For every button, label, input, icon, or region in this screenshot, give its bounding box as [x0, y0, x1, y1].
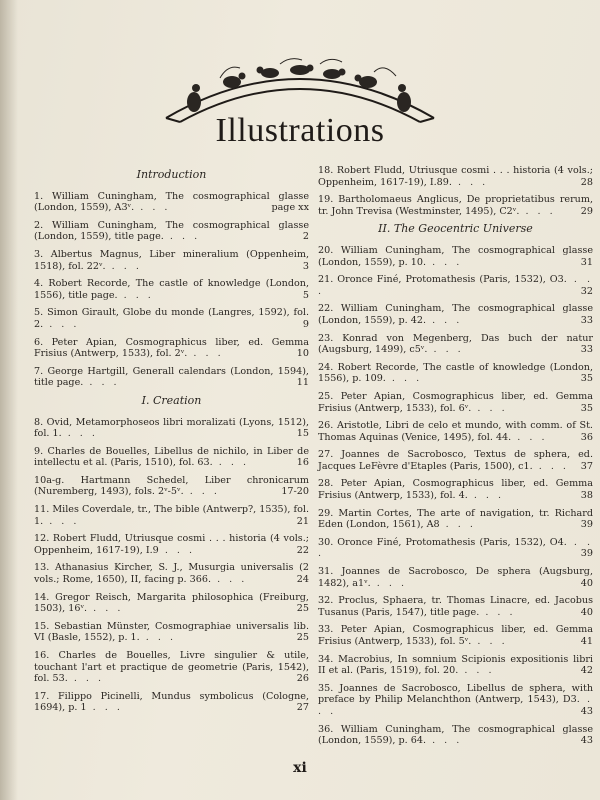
leader-dots: . . .: [426, 735, 463, 747]
entry-page-number: 25: [296, 603, 309, 615]
illustration-entry: [318, 537, 593, 560]
entry-text: 18. Robert Fludd, Utriusque cosmi . . . historia (4 vols.; Oppenheim, 1617-19), I.89.: [318, 165, 593, 188]
illustration-entry: [34, 366, 309, 389]
section-heading: Introduction: [136, 168, 207, 181]
leader-dots: . . .: [532, 460, 569, 472]
illustration-entry: [318, 449, 593, 472]
illustration-entry: [318, 654, 593, 677]
entry-page-number: 42: [580, 665, 593, 677]
entry-text: 20. William Cuningham, The cosmographical glasse (London, 1559), p. 10.: [318, 244, 593, 268]
leader-dots: . . .: [211, 574, 248, 586]
illustration-entry: [318, 478, 593, 501]
illustration-entry: [34, 446, 309, 469]
leader-dots: . . .: [86, 702, 123, 714]
entry-text: 17. Filippo Picinelli, Mundus symbolicus (Cologne, 1694), p. 1: [34, 690, 309, 714]
leader-dots: . . .: [467, 490, 505, 502]
illustration-entry: [318, 303, 593, 326]
entry-page-number: 40: [580, 577, 593, 589]
illustration-entry: [318, 245, 593, 268]
leader-dots: . . .: [183, 486, 220, 498]
leader-dots: . . .: [451, 176, 489, 188]
illustration-entry: [318, 420, 593, 443]
illustration-entry: [318, 683, 593, 718]
entry-text: 33. Peter Apian, Cosmographicus liber, ed. Gemma Frisius (Antwerp, 1533), fol. 5ᵛ.: [318, 624, 593, 647]
leader-dots: . . .: [67, 673, 105, 685]
leader-dots: . . .: [105, 260, 142, 272]
leader-dots: . . .: [87, 603, 124, 615]
entry-page-number: 40: [580, 606, 593, 618]
illustration-entry: [34, 650, 309, 685]
illustration-entry: [318, 274, 593, 297]
entry-page-number: 17-20: [281, 486, 309, 498]
leader-dots: . . .: [439, 519, 476, 531]
leader-dots: . . .: [61, 428, 98, 440]
illustration-entry: [318, 624, 593, 647]
illustration-entry: [34, 562, 309, 585]
illustration-entry: [34, 220, 309, 243]
leader-dots: . . .: [471, 402, 508, 414]
illustration-entry: [318, 333, 593, 356]
illustration-entry: [34, 621, 309, 644]
section-heading: II. The Geocentric Universe: [378, 222, 533, 236]
entry-text: 27. Joannes de Sacrobosco, Textus de sphera, ed. Jacques LeFèvre d'Etaples (Paris, 1500), c1.: [318, 449, 593, 472]
entry-page-number: 33: [580, 314, 593, 326]
entry-text: 29. Martin Cortes, The arte of navigation, tr. Richard Eden (London, 1561), A8: [318, 507, 593, 531]
entry-page-number: 21: [296, 515, 309, 527]
entry-page-number: 31: [580, 256, 593, 268]
illustration-entry: [34, 337, 309, 360]
entry-text: 4. Robert Recorde, The castle of knowledge (London, 1556), title page.: [34, 278, 309, 301]
entry-page-number: 29: [580, 205, 593, 217]
entry-text: 12. Robert Fludd, Utriusque cosmi . . . historia (4 vols.; Oppenheim, 1617-19), I.9: [34, 533, 309, 556]
illustration-entry: [34, 533, 309, 556]
entry-text: 7. George Hartgill, Generall calendars (London, 1594), title page.: [34, 365, 309, 389]
illustration-entry: [34, 417, 309, 440]
leader-dots: . . .: [318, 274, 594, 297]
entry-text: 36. William Cuningham, The cosmographical glasse (London, 1559), p. 64.: [318, 723, 593, 747]
entry-text: 6. Peter Apian, Cosmographicus liber, ed. Gemma Frisius (Antwerp, 1533), fol. 2ᵛ.: [34, 336, 309, 360]
entry-text: 3. Albertus Magnus, Liber mineralium (Oppenheim, 1518), fol. 22ᵛ.: [34, 248, 309, 272]
leader-dots: . . .: [519, 205, 556, 217]
illustration-entry: [318, 362, 593, 385]
entry-page-number: 43: [580, 705, 593, 717]
leader-dots: . . .: [318, 536, 594, 560]
entry-page-number: 15: [296, 428, 309, 440]
leader-dots: . . .: [370, 577, 408, 589]
right-column: [318, 165, 593, 753]
entry-page-number: 37: [580, 460, 593, 472]
entry-text: 19. Bartholomaeus Anglicus, De proprietatibus rerum, tr. John Trevisa (Westminster, 1495), C2ᵛ.: [318, 194, 593, 217]
illustration-entry: [34, 504, 309, 527]
entry-page-number: 22: [296, 544, 309, 556]
entry-text: 8. Ovid, Metamorphoseos libri moralizati (Lyons, 1512), fol. 1.: [34, 416, 309, 440]
entry-text: 9. Charles de Bouelles, Libellus de nichilo, in Liber de intellectu et al. (Paris, 1510), fol. 63.: [34, 445, 309, 469]
entry-page-number: 3: [302, 260, 309, 272]
entry-text: 23. Konrad von Megenberg, Das buch der natur (Augsburg, 1499), c5ᵛ.: [318, 332, 593, 356]
leader-dots: . . .: [187, 348, 224, 360]
leader-dots: . . .: [318, 694, 593, 717]
entry-page-number: 36: [580, 431, 593, 443]
entry-page-number: 33: [580, 344, 593, 356]
entry-page-number: 39: [580, 519, 593, 531]
entry-text: 32. Proclus, Sphaera, tr. Thomas Linacre, ed. Jacobus Tusanus (Paris, 1547), title page.: [318, 595, 593, 618]
leader-dots: . . .: [427, 344, 464, 356]
leader-dots: . . .: [385, 373, 423, 385]
entry-page-number: 10: [296, 348, 309, 360]
leader-dots: . . .: [426, 256, 463, 268]
illustration-entry: [34, 249, 309, 272]
entry-text: 22. William Cuningham, The cosmographical glasse (London, 1559), p. 42.: [318, 303, 593, 326]
leader-dots: . . .: [83, 377, 120, 389]
leader-dots: . . .: [163, 231, 201, 243]
illustration-entry: [318, 194, 593, 217]
leader-dots: . . .: [43, 515, 80, 527]
entry-page-number: 9: [302, 318, 309, 330]
illustration-entry: [318, 595, 593, 618]
illustration-entry: [34, 191, 309, 214]
illustration-entry: [318, 508, 593, 531]
entry-page-number: 32: [580, 285, 593, 297]
entry-text: 10a-g. Hartmann Schedel, Liber chronicarum (Nuremberg, 1493), fols. 2ᵛ-5ᵛ.: [34, 474, 309, 498]
entry-text: 13. Athanasius Kircher, S. J., Musurgia universalis (2 vols.; Rome, 1650), II, facing p. 366.: [34, 562, 309, 586]
entry-page-number: 28: [580, 176, 593, 188]
illustration-entry: [34, 592, 309, 615]
entry-page-number: 16: [296, 457, 309, 469]
leader-dots: . . .: [471, 636, 508, 647]
entry-page-number: 27: [296, 702, 309, 714]
leader-dots: . . .: [212, 457, 250, 469]
entry-page-number: 35: [580, 402, 593, 414]
leader-dots: . . .: [479, 606, 516, 618]
entry-page-number: 41: [580, 636, 593, 647]
page-folio: xi: [293, 760, 307, 776]
entry-page-number: 24: [296, 574, 309, 586]
entry-text: 11. Miles Coverdale, tr., The bible (Antwerp?, 1535), fol. 1.: [34, 504, 309, 527]
entry-page-number: 39: [580, 548, 593, 560]
entry-text: 2. William Cuningham, The cosmographical glasse (London, 1559), title page.: [34, 219, 309, 243]
leader-dots: . . .: [158, 544, 196, 556]
leader-dots: . . .: [458, 665, 495, 677]
entry-text: 28. Peter Apian, Cosmographicus liber, ed. Gemma Frisius (Antwerp, 1533), fol. 4.: [318, 478, 593, 502]
entry-page-number: 11: [296, 377, 309, 389]
entry-page-number: 35: [580, 373, 593, 385]
entry-text: 30. Oronce Finé, Protomathesis (Paris, 1532), O4.: [318, 536, 567, 548]
entry-text: 35. Joannes de Sacrobosco, Libellus de sphera, with preface by Philip Melanchthon (Antwerp, 1543), D3.: [318, 682, 593, 706]
illustration-entry: [318, 566, 593, 589]
entry-text: 5. Simon Girault, Globe du monde (Langres, 1592), fol. 2.: [34, 307, 309, 330]
entry-text: 31. Joannes de Sacrobosco, De sphera (Augsburg, 1482), a1ᵛ.: [318, 566, 593, 589]
entry-page-number: 5: [302, 289, 309, 301]
entry-text: 26. Aristotle, Libri de celo et mundo, with comm. of St. Thomas Aquinas (Venice, 1495), fol. 44.: [318, 420, 593, 443]
entry-text: 24. Robert Recorde, The castle of knowledge (London, 1556), p. 109.: [318, 361, 593, 385]
entry-text: 1. William Cuningham, The cosmographical glasse (London, 1559), A3ᵛ.: [34, 190, 309, 214]
entry-text: 25. Peter Apian, Cosmographicus liber, ed. Gemma Frisius (Antwerp, 1533), fol. 6ᵛ.: [318, 390, 593, 414]
entry-page-number: 38: [580, 490, 593, 502]
entry-text: 16. Charles de Bouelles, Livre singulier & utile, touchant l'art et practique de geometrie (Paris, 1542), fol. 53.: [34, 650, 309, 685]
illustration-entry: [318, 724, 593, 747]
entry-page-number: 26: [296, 673, 309, 685]
entry-text: 34. Macrobius, In somnium Scipionis expositionis libri II et al. (Paris, 1519), fol. 20.: [318, 653, 593, 677]
illustration-entry: [318, 391, 593, 414]
illustration-entry: [318, 165, 593, 188]
page-title: Illustrations: [215, 112, 385, 149]
leader-dots: . . .: [139, 632, 177, 644]
leader-dots: . . .: [134, 202, 171, 214]
left-column: [34, 165, 309, 720]
leader-dots: . . .: [511, 431, 548, 443]
illustration-entry: [34, 278, 309, 301]
illustration-entry: [34, 307, 309, 330]
entry-text: 21. Oronce Finé, Protomathesis (Paris, 1532), O3.: [318, 274, 567, 286]
leader-dots: . . .: [43, 318, 80, 330]
entry-page-number: page xx: [271, 202, 309, 214]
illustration-entry: [34, 475, 309, 498]
entry-text: 14. Gregor Reisch, Margarita philosophica (Freiburg, 1503), 16ᵛ.: [34, 591, 309, 615]
leader-dots: . . .: [117, 289, 154, 301]
entry-page-number: 25: [296, 632, 309, 644]
entry-page-number: 43: [580, 735, 593, 747]
illustration-entry: [34, 691, 309, 714]
entry-page-number: 2: [302, 231, 309, 243]
section-heading: I. Creation: [141, 393, 202, 407]
leader-dots: . . .: [426, 314, 463, 326]
entry-text: 15. Sebastian Münster, Cosmographiae universalis lib. VI (Basle, 1552), p. 1.: [34, 620, 309, 644]
